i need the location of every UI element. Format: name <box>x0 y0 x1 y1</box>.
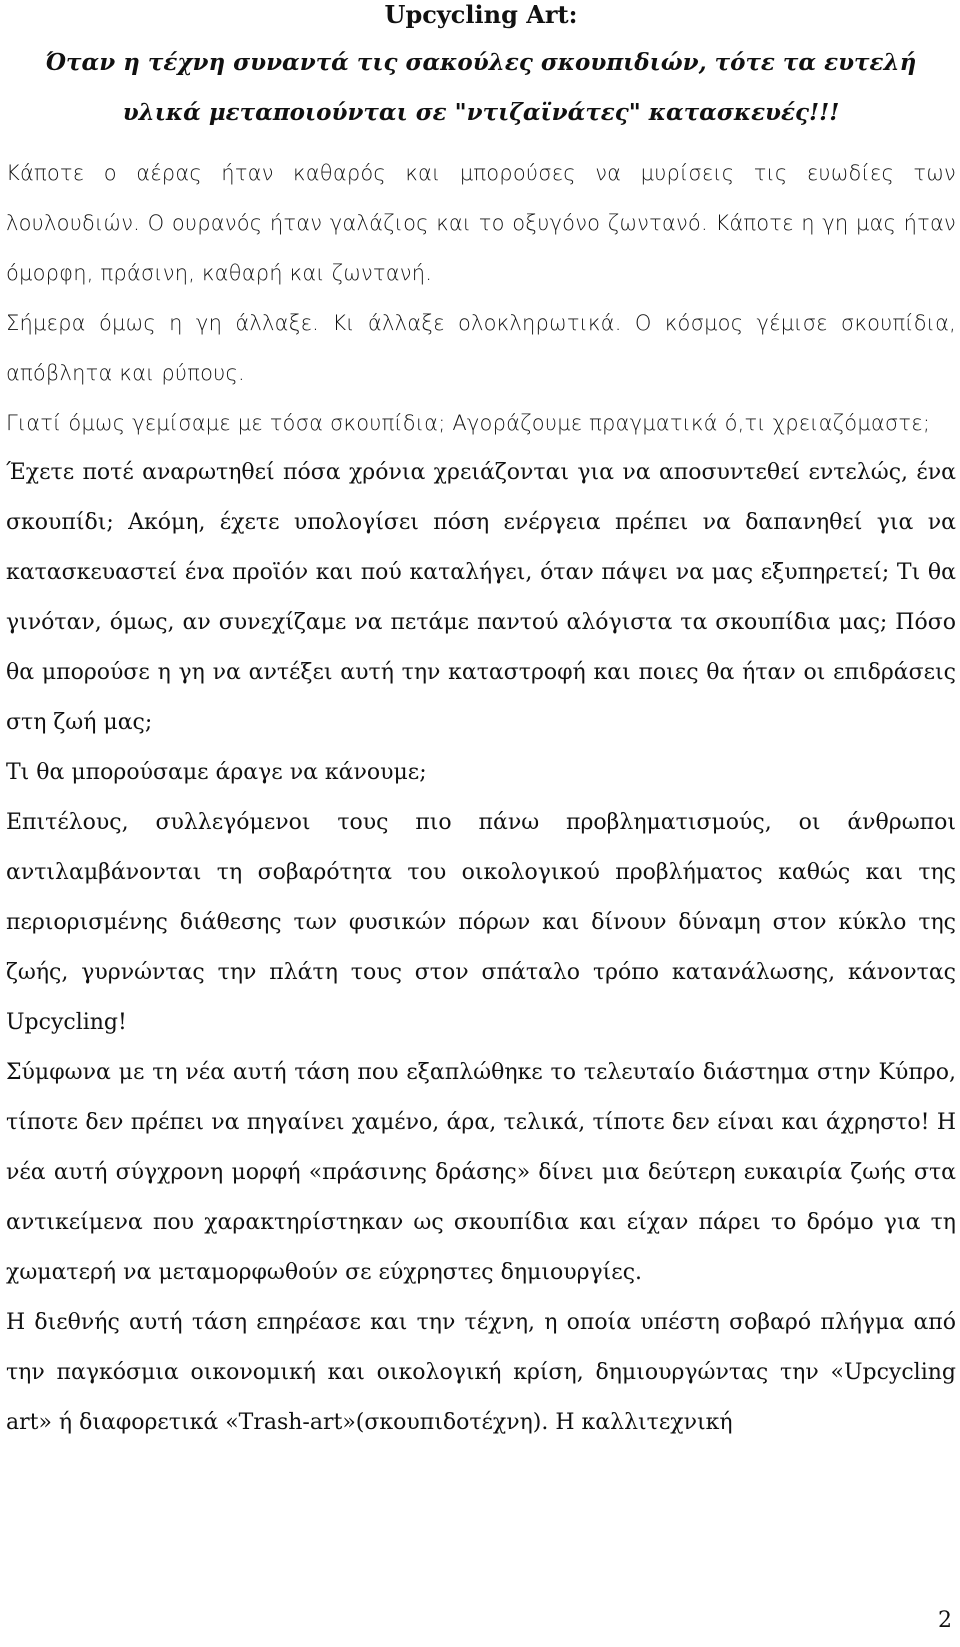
document-subtitle: Όταν η τέχνη συναντά τις σακούλες σκουπιδιών, τότε τα ευτελή υλικά μεταποιούνται σε "ντιζαϊνάτες" κατασκευές!!! <box>45 49 917 126</box>
paragraph-past: Κάποτε ο αέρας ήταν καθαρός και μπορούσες να μυρίσεις τις ευωδίες των λουλουδιών. Ο ουρανός ήταν γαλάζιος και το οξυγόνο ζωντανό. Κάποτε η γη μας ήταν όμορφη, πράσινη, καθαρή και ζωντανή. <box>6 161 956 285</box>
paragraph-today: Σήμερα όμως η γη άλλαξε. Κι άλλαξε ολοκληρωτικά. Ο κόσμος γέμισε σκουπίδια, απόβλητα και ρύπους. <box>6 311 956 385</box>
paragraph-reflection: Έχετε ποτέ αναρωτηθεί πόσα χρόνια χρειάζονται για να αποσυντεθεί εντελώς, ένα σκουπίδι; Ακόμη, έχετε υπολογίσει πόση ενέργεια πρέπει να δαπανηθεί για να κατασκευαστεί ένα προϊόν και πού καταλήγει, όταν πάψει να μας εξυπηρετεί; Τι θα γινόταν, όμως, αν συνεχίζαμε να πετάμε παντού αλόγιστα τα σκουπίδια μας; Πόσο θα μπορούσε η γη να αντέξει αυτή την καταστροφή και ποιες θα ήταν οι επιδράσεις στη ζωή μας; <box>6 460 956 735</box>
document-page <box>6 0 956 1647</box>
document-title: Upcycling Art: <box>384 0 578 29</box>
page-number: 2 <box>938 1608 952 1633</box>
paragraph-cyprus-trend: Σύμφωνα με τη νέα αυτή τάση που εξαπλώθηκε το τελευταίο διάστημα στην Κύπρο, τίποτε δεν πρέπει να πηγαίνει χαμένο, άρα, τελικά, τίποτε δεν είναι και άχρηστο! Η νέα αυτή σύγχρονη μορφή «πράσινης δράσης» δίνει μια δεύτερη ευκαιρία ζωής στα αντικείμενα που χαρακτηρίστηκαν ως σκουπίδια και είχαν πάρει το δρόμο για τη χωματερή να μεταμορφωθούν σε εύχρηστες δημιουργίες. <box>6 1060 956 1285</box>
paragraph-what-to-do: Τι θα μπορούσαμε άραγε να κάνουμε; <box>6 760 427 785</box>
paragraph-question: Γιατί όμως γεμίσαμε με τόσα σκουπίδια; Αγοράζουμε πραγματικά ό,τι χρειαζόμαστε; <box>6 411 931 435</box>
paragraph-art: Η διεθνής αυτή τάση επηρέασε και την τέχνη, η οποία υπέστη σοβαρό πλήγμα από την παγκόσμια οικονομική και οικολογική κρίση, δημιουργώντας την «Upcycling art» ή διαφορετικά «Trash-art»(σκουπιδοτέχνη). Η καλλιτεχνική <box>6 1310 956 1435</box>
paragraph-upcycling: Επιτέλους, συλλεγόμενοι τους πιο πάνω προβληματισμούς, οι άνθρωποι αντιλαμβάνονται τη σοβαρότητα του οικολογικού προβλήματος καθώς και της περιορισμένης διάθεσης των φυσικών πόρων και δίνουν δύναμη στον κύκλο της ζωής, γυρνώντας την πλάτη τους στον σπάταλο τρόπο κατανάλωσης, κάνοντας Upcycling! <box>6 810 956 1035</box>
